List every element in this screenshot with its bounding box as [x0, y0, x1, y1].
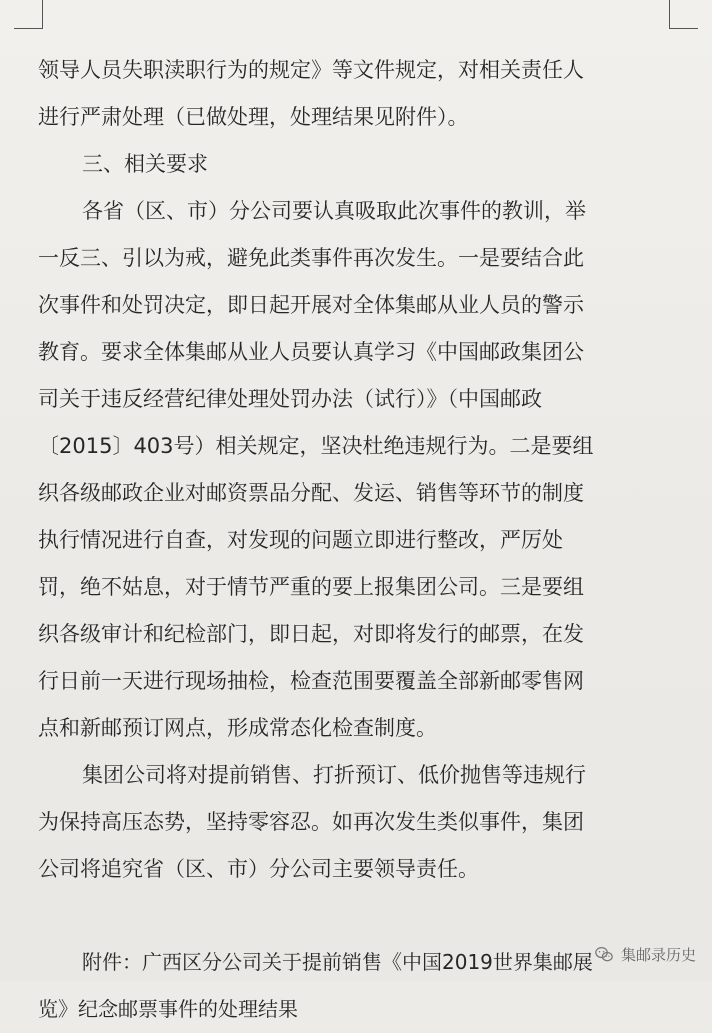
paragraph-spacer — [38, 893, 680, 939]
text-line: 执行情况进行自查，对发现的问题立即进行整改，严厉处 — [38, 528, 563, 552]
watermark-text: 集邮录历史 — [620, 946, 696, 964]
text-line: 领导人员失职渎职行为的规定》等文件规定，对相关责任人 — [38, 58, 584, 82]
crop-mark-top-right — [669, 0, 698, 29]
attachment-note — [38, 939, 680, 1033]
crop-mark-top-left — [14, 0, 43, 29]
text-line: 各省（区、市）分公司要认真吸取此次事件的教训，举 — [82, 199, 586, 223]
document-body — [38, 47, 680, 1033]
attachment-line: 附件：广西区分公司关于提前销售《中国2019世界集邮展 — [82, 950, 593, 974]
wechat-watermark — [594, 944, 696, 965]
text-line: 点和新邮预订网点，形成常态化检查制度。 — [38, 716, 437, 740]
text-line: 次事件和处罚决定，即日起开展对全体集邮从业人员的警示 — [38, 293, 584, 317]
text-line: 织各级邮政企业对邮资票品分配、发运、销售等环节的制度 — [38, 481, 584, 505]
attachment-line: 览》纪念邮票事件的处理结果 — [38, 997, 298, 1021]
text-line: 一反三、引以为戒，避免此类事件再次发生。一是要结合此 — [38, 246, 584, 270]
wechat-icon — [594, 946, 614, 964]
section-heading: 三、相关要求 — [82, 152, 208, 176]
text-line: 进行严肃处理（已做处理，处理结果见附件）。 — [38, 105, 469, 129]
text-line: 罚，绝不姑息，对于情节严重的要上报集团公司。三是要组 — [38, 575, 584, 599]
text-line: 公司将追究省（区、市）分公司主要领导责任。 — [38, 857, 479, 881]
text-line: 教育。要求全体集邮从业人员要认真学习《中国邮政集团公 — [38, 340, 584, 364]
text-line: 为保持高压态势，坚持零容忍。如再次发生类似事件，集团 — [38, 810, 584, 834]
text-line: 〔2015〕403号）相关规定，坚决杜绝违规行为。二是要组 — [38, 434, 594, 458]
text-line: 司关于违反经营纪律处理处罚办法（试行）》（中国邮政 — [38, 387, 542, 411]
text-line: 行日前一天进行现场抽检，检查范围要覆盖全部新邮零售网 — [38, 669, 584, 693]
text-line: 集团公司将对提前销售、打折预订、低价抛售等违规行 — [82, 763, 586, 787]
text-line: 织各级审计和纪检部门，即日起，对即将发行的邮票，在发 — [38, 622, 584, 646]
